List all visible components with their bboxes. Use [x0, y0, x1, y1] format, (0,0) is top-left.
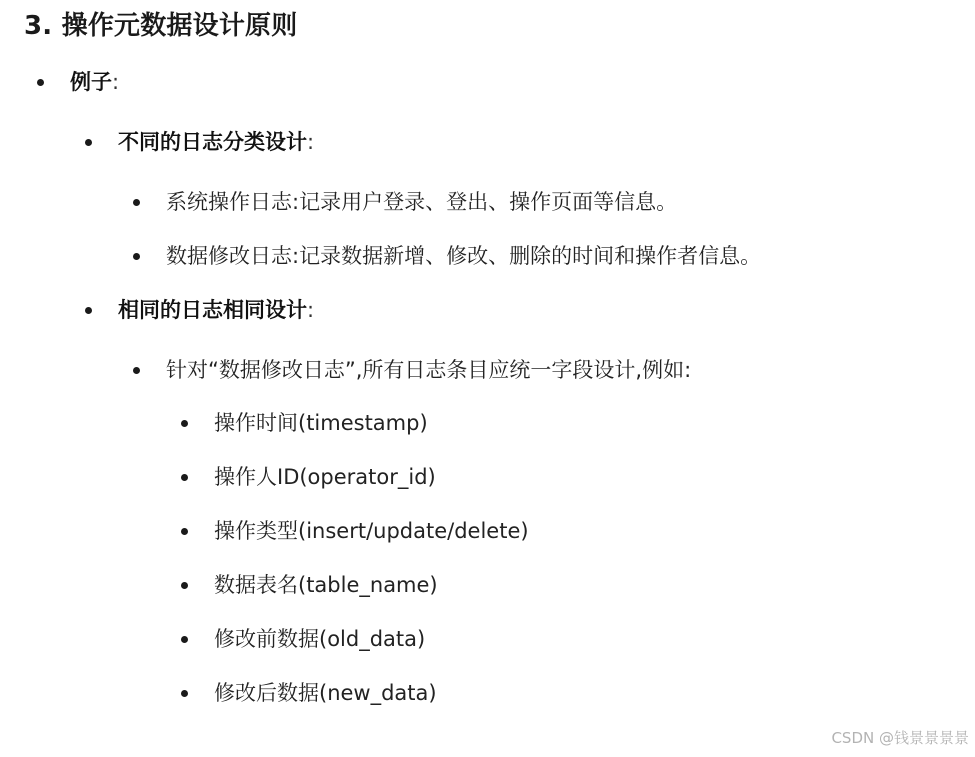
bullet-icon: [133, 199, 140, 206]
bullet-icon: [181, 690, 188, 697]
colon: :: [112, 70, 120, 94]
field-text: 数据表名(table_name): [214, 573, 438, 597]
bullet-icon: [181, 528, 188, 535]
unified-fields-intro-text: 针对“数据修改日志”,所有日志条目应统一字段设计,例如:: [166, 358, 692, 382]
different-design-label: 不同的日志分类设计: [118, 130, 307, 154]
bullet-icon: [181, 420, 188, 427]
field-text: 操作类型(insert/update/delete): [214, 519, 529, 543]
example-label: 例子: [70, 70, 112, 94]
bullet-icon: [181, 474, 188, 481]
data-change-log-text: 数据修改日志:记录数据新增、修改、删除的时间和操作者信息。: [166, 244, 762, 268]
field-text: 修改后数据(new_data): [214, 681, 437, 705]
field-text: 操作时间(timestamp): [214, 411, 428, 435]
watermark: CSDN @钱景景景景: [831, 729, 969, 747]
section-heading: 3. 操作元数据设计原则: [24, 11, 298, 41]
bullet-icon: [133, 367, 140, 374]
bullet-icon: [85, 307, 92, 314]
colon: :: [307, 298, 315, 322]
bullet-icon: [181, 582, 188, 589]
system-log-text: 系统操作日志:记录用户登录、登出、操作页面等信息。: [166, 190, 678, 214]
same-design-label: 相同的日志相同设计: [118, 298, 307, 322]
bullet-icon: [85, 139, 92, 146]
field-text: 操作人ID(operator_id): [214, 465, 436, 489]
field-text: 修改前数据(old_data): [214, 627, 426, 651]
bullet-icon: [133, 253, 140, 260]
bullet-icon: [181, 636, 188, 643]
bullet-icon: [37, 79, 44, 86]
colon: :: [307, 130, 315, 154]
